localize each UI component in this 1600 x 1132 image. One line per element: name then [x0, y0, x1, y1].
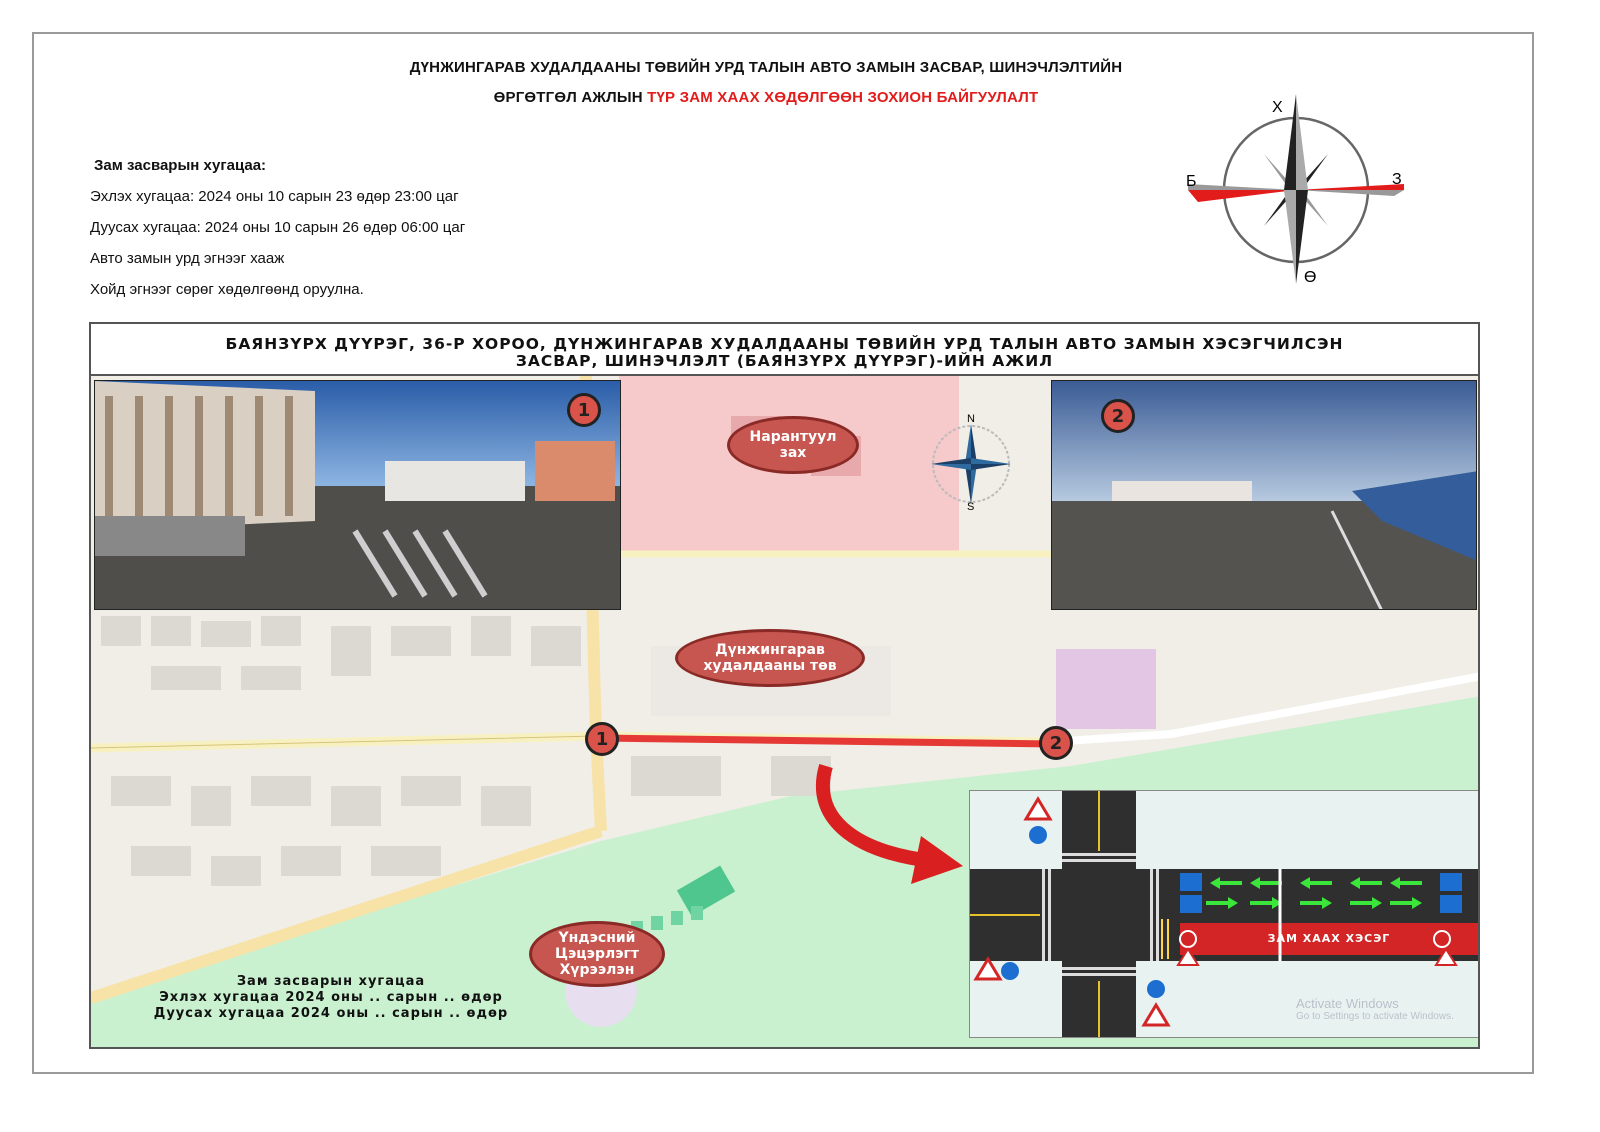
header-title-prefix: ӨРГӨТГӨЛ АЖЛЫН — [493, 89, 648, 106]
route-marker-1: 1 — [585, 722, 619, 756]
compass-s-label: Ө — [1304, 269, 1317, 286]
place-park-line3: Хүрээлэн — [559, 962, 635, 978]
compass-rose-icon — [1178, 92, 1418, 292]
schedule-heading: Зам засварын хугацаа: — [94, 157, 267, 174]
compass-w-label: Б — [1186, 173, 1197, 190]
map-area[interactable] — [91, 376, 1480, 1049]
street-photo-2 — [1051, 380, 1477, 610]
schedule-start: Эхлэх хугацаа: 2024 оны 10 сарын 23 өдөр 23:00 цаг — [90, 188, 459, 205]
map-panel — [89, 322, 1480, 1049]
closed-section-label: ЗАМ ХААХ ХЭСЭГ — [1267, 932, 1391, 945]
place-dunjingarav-line2: худалдааны төв — [703, 658, 837, 674]
watermark-line2: Go to Settings to activate Windows. — [1296, 1011, 1454, 1022]
schedule-end: Дуусах хугацаа: 2024 оны 10 сарын 26 өдөр 06:00 цаг — [90, 219, 466, 236]
map-schedule-end: Дуусах хугацаа 2024 оны .. сарын .. өдөр — [153, 1006, 509, 1021]
activate-windows-watermark — [1296, 996, 1454, 1022]
schedule-info — [90, 150, 465, 305]
panel-title-line1: БАЯНЗҮРХ ДҮҮРЭГ, 36-Р ХОРОО, ДҮНЖИНГАРАВ ХУДАЛДААНЫ ТӨВИЙН УРД ТАЛЫН АВТО ЗАМЫН ХЭСЭГЧИЛСЭН — [225, 335, 1344, 353]
place-narantuul-line2: зах — [779, 445, 807, 461]
compass-e-label: З — [1392, 171, 1402, 188]
map-schedule — [101, 974, 561, 1022]
place-park-line2: Цэцэрлэгт — [555, 946, 639, 962]
photo-1-number: 1 — [567, 393, 601, 427]
map-compass-s: S — [967, 501, 975, 510]
place-park-line1: Үндэсний — [558, 930, 636, 946]
panel-title — [91, 324, 1478, 376]
map-compass-n: N — [967, 414, 975, 425]
closure-note-1: Авто замын урд эгнээг хааж — [90, 250, 285, 267]
street-photo-1 — [94, 380, 621, 610]
map-schedule-title: Зам засварын хугацаа — [236, 974, 426, 989]
watermark-line1: Activate Windows — [1296, 996, 1399, 1011]
compass-n-label: Х — [1272, 99, 1283, 116]
photo-2-number: 2 — [1101, 399, 1135, 433]
place-dunjingarav-line1: Дүнжингарав — [715, 642, 825, 658]
panel-title-line2: ЗАСВАР, ШИНЭЧЛЭЛТ (БАЯНЗҮРХ ДҮҮРЭГ)-ИЙН АЖИЛ — [515, 352, 1054, 370]
map-compass-icon — [923, 414, 1019, 510]
route-marker-2: 2 — [1039, 726, 1073, 760]
header-title-line1: ДҮНЖИНГАРАВ ХУДАЛДААНЫ ТӨВИЙН УРД ТАЛЫН АВТО ЗАМЫН ЗАСВАР, ШИНЭЧЛЭЛТИЙН — [409, 59, 1123, 76]
place-narantuul-line1: Нарантуул — [749, 429, 837, 445]
place-narantuul — [727, 416, 859, 474]
closure-note-2: Хойд эгнээг сөрөг хөдөлгөөнд оруулна. — [90, 281, 364, 298]
header-title-red: ТҮР ЗАМ ХААХ ХӨДӨЛГӨӨН ЗОХИОН БАЙГУУЛАЛТ — [647, 89, 1039, 106]
map-schedule-start: Эхлэх хугацаа 2024 оны .. сарын .. өдөр — [159, 990, 503, 1005]
place-dunjingarav — [675, 629, 865, 687]
